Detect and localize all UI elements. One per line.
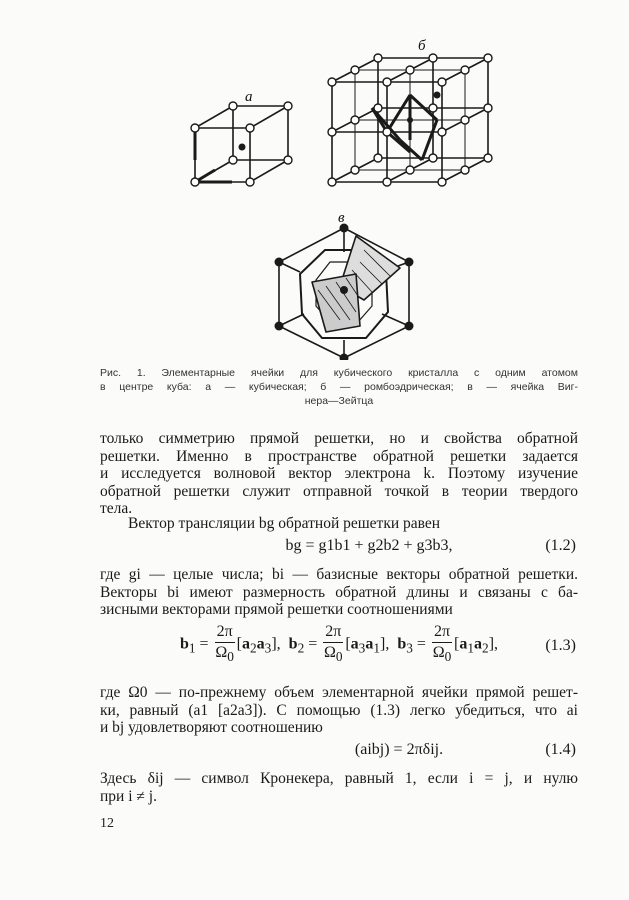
figure-caption — [100, 366, 578, 408]
page-number: 12 — [100, 816, 114, 831]
paragraph-reciprocal-lattice — [100, 430, 578, 518]
paragraph-cell-volume — [100, 684, 578, 737]
equation-expression: bg = g1b1 + g2b2 + g3b3, — [285, 537, 453, 554]
paragraph-basis-vectors — [100, 566, 578, 619]
text-line: Здесь δij — символ Кронекера, равный 1, если i = j, и нулю — [100, 770, 578, 787]
equation-number: (1.2) — [545, 537, 576, 554]
text-line: решетки. Именно в пространстве обратной решетки задается — [100, 447, 578, 465]
equation-expression: (aibj) = 2πδij. — [354, 741, 444, 758]
text-line: и bj удовлетворяют соотношению — [100, 719, 323, 736]
equation-1-4 — [100, 738, 578, 762]
text-line: при i ≠ j. — [100, 787, 157, 805]
equation-1-3 — [100, 622, 578, 672]
equation-1-2 — [100, 534, 578, 558]
paragraph-kronecker — [100, 770, 578, 805]
figure-label-b: б — [418, 38, 426, 54]
figure-label-a: а — [245, 89, 253, 105]
text-line: Векторы bi имеют размерность обратной длины и связаны с ба- — [100, 583, 578, 601]
text-line: только симметрию прямой решетки, но и свойства обратной — [100, 430, 578, 447]
text-line: зисными векторами прямой решетки соотношениями — [100, 601, 453, 618]
text-line: где Ω0 — по-прежнему объем элементарной ячейки прямой решет- — [100, 684, 578, 701]
text-line: тела. — [100, 500, 133, 517]
caption-line: Рис. 1. Элементарные ячейки для кубического кристалла с одним атомом — [100, 367, 578, 379]
text-line: где gi — целые числа; bi — базисные векторы обратной решетки. — [100, 566, 578, 583]
paragraph-translation-vector: Вектор трансляции bg обратной решетки равен — [128, 515, 441, 532]
text-line: обратной решетки служит отправной точкой в теории твердого — [100, 482, 578, 500]
equation-number: (1.3) — [545, 637, 576, 654]
equation-number: (1.4) — [545, 741, 576, 758]
equation-expression: $b_1$ = $\frac{2\pi}{\Omega_0}$ $[a_2a_3]$, $b_2$ = $\frac{2\pi}{\Omega_0}$ $[a_3a_1]$, $b_3$ = $\frac{2\pi}{\Omega_0}$ $[a_1a_2]$, — [179, 623, 499, 665]
text-line: и исследуется волновой вектор электрона k. Поэтому изучение — [100, 465, 578, 482]
caption-line: нера—Зейтца — [304, 395, 374, 407]
figure-crystal-cells — [0, 0, 629, 360]
text-line: ки, равный (a1 [a2a3]). С помощью (1.3) легко убедиться, что ai — [100, 701, 578, 719]
figure-label-c: в — [338, 210, 345, 226]
caption-line: в центре куба: а — кубическая; б — ромбоэдрическая; в — ячейка Виг- — [100, 381, 578, 393]
